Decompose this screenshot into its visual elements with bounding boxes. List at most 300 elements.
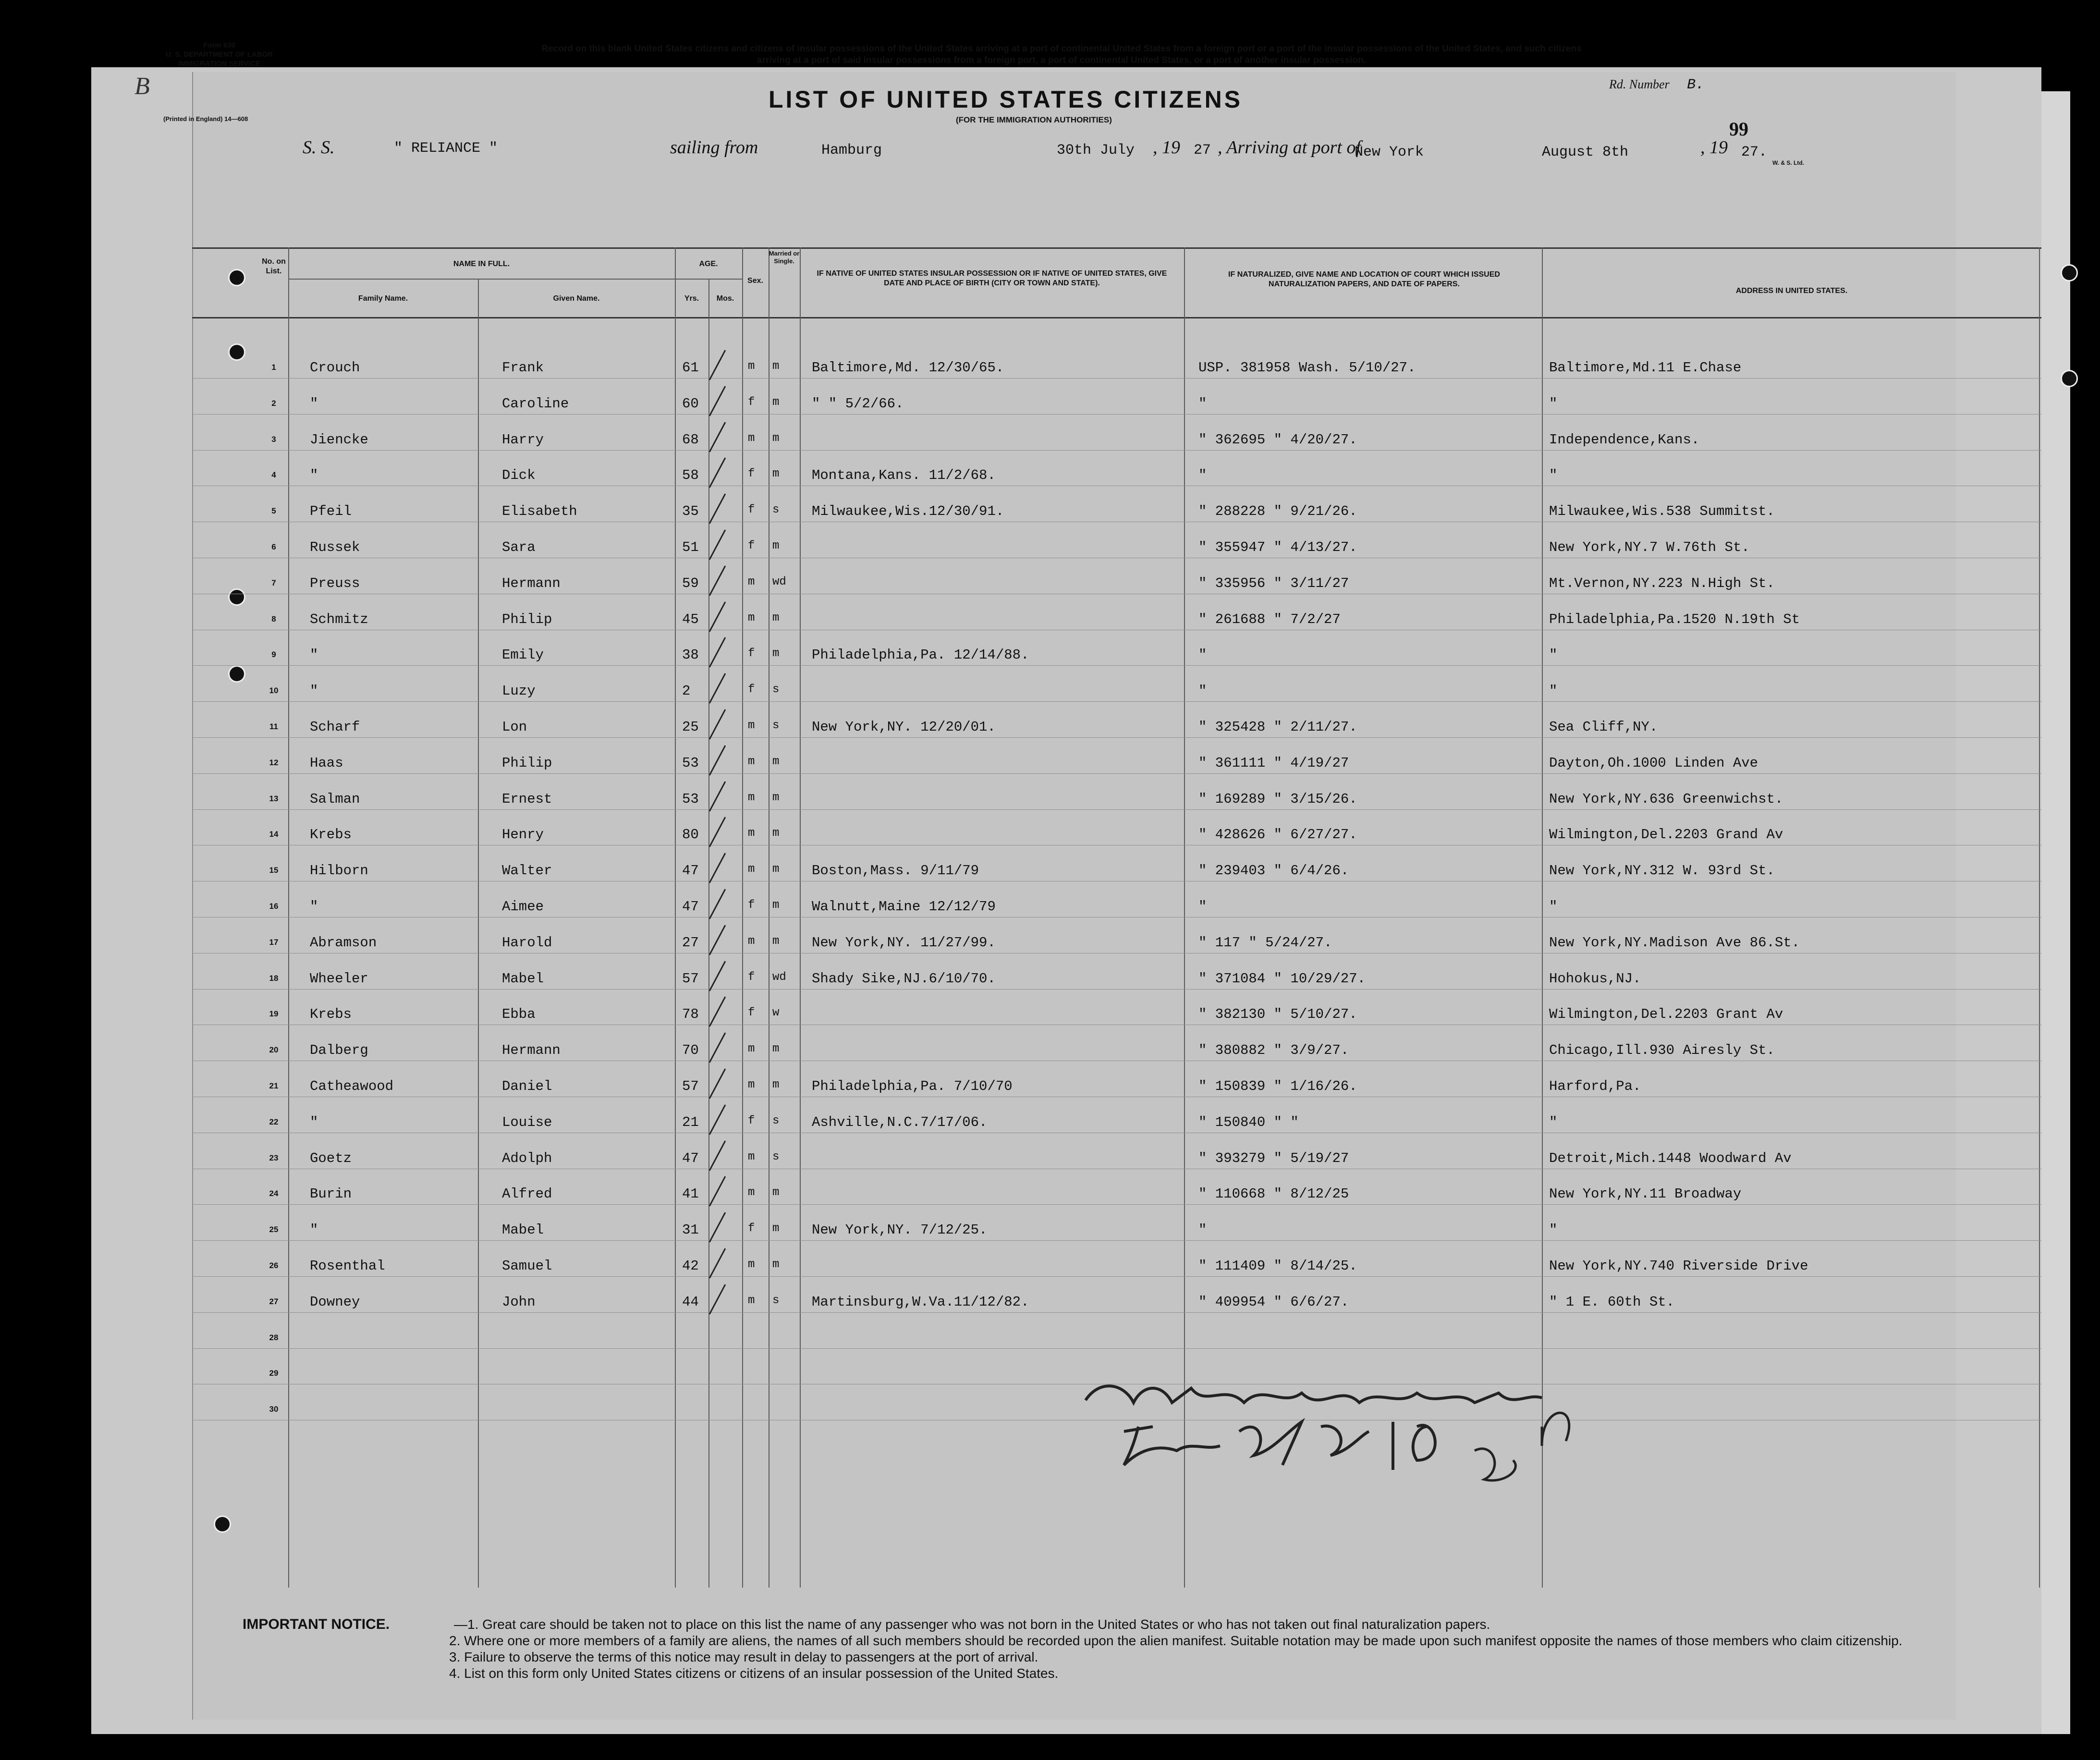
cell-given: Frank [502, 360, 544, 376]
cell-married: m [772, 396, 780, 409]
cell-address: Hohokus,NJ. [1549, 971, 1641, 987]
cell-given: Ernest [502, 791, 552, 807]
cell-given: Luzy [502, 683, 536, 699]
header-yrs: Yrs. [684, 294, 699, 303]
row-rule [192, 665, 2041, 666]
cell-address: " [1549, 683, 1558, 699]
cell-nat: " 361111 " 4/19/27 [1198, 755, 1349, 771]
header-birth: IF NATIVE OF UNITED STATES INSULAR POSSESSION OR IF NATIVE OF UNITED STATES, GIVE DATE AND PLACE OF BIRTH (CITY OR TOWN AND STATE). [817, 269, 1167, 287]
cell-married: m [772, 827, 780, 840]
cell-family: Burin [310, 1186, 352, 1202]
year-to: 27. [1741, 144, 1768, 160]
cell-birth: New York,NY. 11/27/99. [812, 935, 996, 951]
form-area [192, 72, 1956, 1720]
page-title: LIST OF UNITED STATES CITIZENS [769, 86, 1243, 113]
cell-sex: f [748, 683, 755, 696]
cell-age: 57 [682, 971, 699, 987]
cell-given: Harold [502, 935, 552, 951]
cell-given: Harry [502, 432, 544, 448]
cell-nat: " 239403 " 6/4/26. [1198, 863, 1349, 879]
cell-nat: " 335956 " 3/11/27 [1198, 575, 1349, 591]
cell-address: Philadelphia,Pa.1520 N.19th St [1549, 611, 1800, 627]
cell-address: Wilmington,Del.2203 Grand Av [1549, 827, 1783, 843]
header-married: Married or Single. [769, 250, 800, 265]
page-edge [2041, 91, 2070, 1734]
cell-family: Haas [310, 755, 343, 771]
cell-sex: m [748, 719, 755, 732]
row-rule [192, 450, 2041, 451]
year-prefix-2: , 19 [1700, 137, 1728, 158]
row-number: 9 [271, 650, 276, 659]
cell-given: Ebba [502, 1006, 536, 1022]
row-number: 30 [269, 1405, 279, 1414]
record-note: Record on this blank United States citizens and citizens of insular possessions of the United States arriving at a port of continental United States from a foreign port or a port of the insular possessions of the United States, and such citizens arriving at a port of said insular possessions from a foreign port, a port of continental United States, or a port of another insular possession. [541, 44, 1582, 65]
column-rule [742, 247, 743, 1588]
row-number: 25 [269, 1225, 279, 1234]
notice-item-4: 4. List on this form only United States citizens or citizens of an insular possession of the United States. [449, 1666, 1059, 1681]
port-from: Hamburg [821, 142, 882, 159]
cell-age: 80 [682, 827, 699, 843]
cell-given: Mabel [502, 1222, 544, 1238]
cell-sex: m [748, 1042, 755, 1055]
cell-age: 47 [682, 863, 699, 879]
cell-sex: m [748, 935, 755, 948]
cell-nat: " 288228 " 9/21/26. [1198, 503, 1357, 519]
cell-address: Independence,Kans. [1549, 432, 1700, 448]
row-number: 8 [271, 614, 276, 623]
row-number: 20 [269, 1045, 279, 1054]
cell-given: Adolph [502, 1150, 552, 1166]
row-rule [192, 414, 2041, 415]
cell-nat: " 380882 " 3/9/27. [1198, 1042, 1349, 1058]
row-number: 14 [269, 830, 279, 839]
punch-hole [228, 588, 245, 606]
ss-label: S. S. [303, 137, 335, 158]
cell-address: Sea Cliff,NY. [1549, 719, 1658, 735]
cell-family: Pfeil [310, 503, 352, 519]
cell-married: m [772, 935, 780, 948]
header-given-name: Given Name. [553, 294, 600, 303]
cell-given: Caroline [502, 396, 569, 412]
cell-given: Daniel [502, 1078, 552, 1094]
cell-nat: " 150840 " " [1198, 1114, 1299, 1130]
cell-birth: Montana,Kans. 11/2/68. [812, 467, 996, 483]
cell-family: Hilborn [310, 863, 368, 879]
printer-mark: W. & S. Ltd. [1772, 159, 1804, 166]
column-rule [800, 247, 801, 1588]
cell-age: 38 [682, 647, 699, 663]
row-number: 26 [269, 1261, 279, 1270]
ship-name: " RELIANCE " [394, 140, 498, 157]
cell-married: m [772, 791, 780, 804]
cell-age: 42 [682, 1258, 699, 1274]
cell-family: " [310, 1114, 318, 1130]
row-number: 16 [269, 902, 279, 911]
header-name-in-full: NAME IN FULL. [453, 260, 510, 268]
date-from: 30th July [1057, 142, 1135, 159]
printed-note: (Printed in England) 14—608 [163, 115, 248, 122]
notice-item-1: —1. Great care should be taken not to place on this list the name of any passenger who was not born in the United States or who has not taken out final naturalization papers. [454, 1617, 1490, 1632]
cell-birth: New York,NY. 12/20/01. [812, 719, 996, 735]
cell-family: Catheawood [310, 1078, 394, 1094]
cell-sex: f [748, 1114, 755, 1127]
row-number: 3 [271, 435, 276, 444]
cell-address: New York,NY.312 W. 93rd St. [1549, 863, 1775, 879]
cell-given: Aimee [502, 899, 544, 915]
cell-age: 53 [682, 791, 699, 807]
cell-sex: f [748, 971, 755, 984]
row-rule [192, 701, 2041, 702]
cell-nat: " [1198, 467, 1207, 483]
cell-nat: " 409954 " 6/6/27. [1198, 1294, 1349, 1310]
header-bottom-rule [192, 317, 2041, 318]
cell-address: Baltimore,Md.11 E.Chase [1549, 360, 1742, 376]
cell-age: 58 [682, 467, 699, 483]
cell-address: " [1549, 1114, 1558, 1130]
cell-married: m [772, 611, 780, 624]
cell-age: 41 [682, 1186, 699, 1202]
cell-family: Rosenthal [310, 1258, 385, 1274]
cell-nat: " 428626 " 6/27/27. [1198, 827, 1357, 843]
form-number: Form 630 [203, 41, 235, 49]
cell-birth: Walnutt,Maine 12/12/79 [812, 899, 996, 915]
cell-sex: f [748, 1006, 755, 1019]
cell-sex: m [748, 1294, 755, 1307]
cell-sex: f [748, 1222, 755, 1235]
cell-address: " [1549, 467, 1558, 483]
cell-address: New York,NY.740 Riverside Drive [1549, 1258, 1808, 1274]
cell-birth: Ashville,N.C.7/17/06. [812, 1114, 988, 1130]
cell-married: m [772, 899, 780, 912]
cell-sex: m [748, 575, 755, 588]
cell-sex: f [748, 899, 755, 912]
cell-age: 47 [682, 899, 699, 915]
form-identifier [166, 41, 273, 68]
cell-family: Russek [310, 539, 360, 555]
cell-birth: Boston,Mass. 9/11/79 [812, 863, 979, 879]
cell-sex: f [748, 503, 755, 516]
cell-given: Dick [502, 467, 536, 483]
cell-sex: f [748, 647, 755, 660]
cell-given: John [502, 1294, 536, 1310]
cell-age: 61 [682, 360, 699, 376]
cell-married: s [772, 1294, 780, 1307]
cell-married: m [772, 1186, 780, 1199]
punch-hole [214, 1516, 231, 1533]
cell-sex: m [748, 827, 755, 840]
row-rule [192, 1240, 2041, 1241]
header-mos: Mos. [716, 294, 734, 303]
cell-address: " [1549, 647, 1558, 663]
year-from: 27 [1194, 142, 1211, 159]
cell-married: wd [772, 971, 786, 984]
cell-nat: " 117 " 5/24/27. [1198, 935, 1332, 951]
cell-married: s [772, 1150, 780, 1163]
cell-sex: f [748, 396, 755, 409]
column-rule [708, 279, 709, 1588]
row-number: 28 [269, 1333, 279, 1342]
row-number: 1 [271, 363, 276, 372]
cell-nat: USP. 381958 Wash. 5/10/27. [1198, 360, 1416, 376]
cell-address: Milwaukee,Wis.538 Summitst. [1549, 503, 1775, 519]
row-number: 10 [269, 686, 279, 695]
cell-nat: " 110668 " 8/12/25 [1198, 1186, 1349, 1202]
cell-address: " [1549, 396, 1558, 412]
cell-sex: m [748, 863, 755, 876]
row-rule [192, 773, 2041, 774]
cell-nat: " 393279 " 5/19/27 [1198, 1150, 1349, 1166]
header-family-name: Family Name. [358, 294, 408, 303]
cell-married: m [772, 1078, 780, 1091]
cell-birth: Milwaukee,Wis.12/30/91. [812, 503, 1004, 519]
cell-age: 27 [682, 935, 699, 951]
year-prefix: , 19 [1153, 137, 1180, 158]
cell-family: " [310, 396, 318, 412]
cell-birth: " " 5/2/66. [812, 396, 904, 412]
row-rule [192, 1348, 2041, 1349]
cell-married: m [772, 1042, 780, 1055]
cell-nat: " 169289 " 3/15/26. [1198, 791, 1357, 807]
punch-hole [228, 665, 245, 683]
row-number: 17 [269, 938, 279, 947]
row-number: 29 [269, 1369, 279, 1378]
cell-age: 57 [682, 1078, 699, 1094]
row-rule [192, 1276, 2041, 1277]
page-subtitle: (FOR THE IMMIGRATION AUTHORITIES) [956, 115, 1112, 124]
cell-married: m [772, 432, 780, 445]
cell-age: 21 [682, 1114, 699, 1130]
hand-mark: B [134, 73, 150, 100]
cell-age: 68 [682, 432, 699, 448]
column-rule [2039, 247, 2040, 1588]
cell-given: Louise [502, 1114, 552, 1130]
cell-family: Abramson [310, 935, 377, 951]
table-top-rule [192, 247, 2041, 249]
cell-nat: " 261688 " 7/2/27 [1198, 611, 1341, 627]
cell-family: Downey [310, 1294, 360, 1310]
row-number: 21 [269, 1081, 279, 1090]
cell-age: 35 [682, 503, 699, 519]
cell-family: Wheeler [310, 971, 368, 987]
cell-sex: m [748, 432, 755, 445]
sailing-label: sailing from [670, 137, 758, 158]
notice-item-3: 3. Failure to observe the terms of this notice may result in delay to passengers at the port of arrival. [449, 1650, 1038, 1664]
page-number: 99 [1729, 118, 1748, 140]
cell-given: Henry [502, 827, 544, 843]
cell-married: s [772, 719, 780, 732]
row-number: 11 [269, 722, 278, 731]
cell-address: New York,NY.7 W.76th St. [1549, 539, 1750, 555]
cell-address: New York,NY.636 Greenwichst. [1549, 791, 1783, 807]
cell-birth: Martinsburg,W.Va.11/12/82. [812, 1294, 1029, 1310]
row-number: 24 [269, 1189, 279, 1198]
cell-given: Alfred [502, 1186, 552, 1202]
cell-age: 59 [682, 575, 699, 591]
cell-family: " [310, 467, 318, 483]
cell-sex: f [748, 467, 755, 480]
cell-address: Mt.Vernon,NY.223 N.High St. [1549, 575, 1775, 591]
cell-nat: " [1198, 683, 1207, 699]
column-rule [675, 247, 676, 1588]
cell-nat: " 111409 " 8/14/25. [1198, 1258, 1357, 1274]
cell-sex: m [748, 755, 755, 768]
cell-age: 25 [682, 719, 699, 735]
cell-sex: m [748, 791, 755, 804]
row-number: 2 [271, 399, 276, 408]
service: IMMIGRATION SERVICE [178, 60, 261, 68]
rd-label: Rd. Number [1609, 77, 1670, 91]
row-number: 12 [269, 758, 279, 767]
cell-given: Hermann [502, 575, 561, 591]
port-to: New York [1355, 144, 1424, 160]
row-rule [192, 1204, 2041, 1205]
header-naturalized: IF NATURALIZED, GIVE NAME AND LOCATION OF COURT WHICH ISSUED NATURALIZATION PAPERS, AND DATE OF PAPERS. [1228, 270, 1500, 288]
cell-family: " [310, 647, 318, 663]
cell-family: Goetz [310, 1150, 352, 1166]
punch-hole [2061, 370, 2078, 387]
cell-married: s [772, 683, 780, 696]
punch-hole [228, 269, 245, 286]
cell-given: Lon [502, 719, 527, 735]
row-rule [192, 989, 2041, 990]
cell-married: m [772, 647, 780, 660]
cell-birth: New York,NY. 7/12/25. [812, 1222, 988, 1238]
cell-family: " [310, 1222, 318, 1238]
rd-value: B. [1687, 77, 1705, 93]
cell-family: " [310, 683, 318, 699]
cell-family: Crouch [310, 360, 360, 376]
cell-nat: " 371084 " 10/29/27. [1198, 971, 1366, 987]
cell-given: Hermann [502, 1042, 561, 1058]
cell-married: s [772, 1114, 780, 1127]
row-number: 27 [269, 1297, 279, 1306]
cell-sex: m [748, 360, 755, 373]
row-rule [192, 1312, 2041, 1313]
row-number: 6 [271, 542, 276, 551]
cell-nat: " [1198, 1222, 1207, 1238]
cell-sex: m [748, 1186, 755, 1199]
cell-nat: " 362695 " 4/20/27. [1198, 432, 1357, 448]
cell-address: Dayton,Oh.1000 Linden Ave [1549, 755, 1758, 771]
cell-address: " [1549, 899, 1558, 915]
cell-age: 47 [682, 1150, 699, 1166]
row-number: 23 [269, 1153, 279, 1162]
header-address: ADDRESS IN UNITED STATES. [1735, 287, 1848, 295]
column-rule [478, 279, 479, 1588]
cell-given: Mabel [502, 971, 544, 987]
cell-married: m [772, 863, 780, 876]
cell-married: wd [772, 575, 786, 588]
column-rule [288, 247, 289, 1588]
cell-family: Krebs [310, 1006, 352, 1022]
cell-address: New York,NY.Madison Ave 86.St. [1549, 935, 1800, 951]
cell-address: " 1 E. 60th St. [1549, 1294, 1675, 1310]
cell-nat: " 355947 " 4/13/27. [1198, 539, 1357, 555]
cell-age: 31 [682, 1222, 699, 1238]
cell-given: Emily [502, 647, 544, 663]
cell-married: m [772, 1222, 780, 1235]
cell-married: m [772, 467, 780, 480]
cell-sex: m [748, 1258, 755, 1271]
cell-birth: Philadelphia,Pa. 7/10/70 [812, 1078, 1013, 1094]
row-number: 4 [271, 470, 276, 479]
cell-address: Wilmington,Del.2203 Grant Av [1549, 1006, 1783, 1022]
cell-nat: " [1198, 647, 1207, 663]
cell-sex: f [748, 539, 755, 552]
punch-hole [228, 343, 245, 361]
cell-nat: " 325428 " 2/11/27. [1198, 719, 1357, 735]
department: U. S. DEPARTMENT OF LABOR [166, 50, 273, 59]
rd-number [1609, 77, 1704, 93]
cell-nat: " 150839 " 1/16/26. [1198, 1078, 1357, 1094]
cell-age: 78 [682, 1006, 699, 1022]
row-number: 7 [271, 578, 276, 587]
notice-item-2: 2. Where one or more members of a family are aliens, the names of all such members should be recorded upon the alien manifest. Suitable notation may be made upon such manifest opposite the names of those members who claim citizenship. [449, 1633, 1903, 1648]
cell-nat: " [1198, 899, 1207, 915]
cell-given: Walter [502, 863, 552, 879]
cell-married: m [772, 360, 780, 373]
cell-address: " [1549, 1222, 1558, 1238]
header-no: No. on List. [262, 257, 286, 275]
cell-married: w [772, 1006, 780, 1019]
row-rule [192, 809, 2041, 810]
cell-address: Harford,Pa. [1549, 1078, 1641, 1094]
inspector-signature [1081, 1374, 1585, 1499]
cell-age: 2 [682, 683, 691, 699]
cell-given: Samuel [502, 1258, 552, 1274]
cell-address: Detroit,Mich.1448 Woodward Av [1549, 1150, 1792, 1166]
punch-hole [2061, 264, 2078, 281]
header-age: AGE. [699, 260, 718, 268]
cell-age: 44 [682, 1294, 699, 1310]
row-number: 15 [269, 866, 279, 875]
row-number: 5 [271, 506, 276, 515]
cell-nat: " [1198, 396, 1207, 412]
cell-age: 45 [682, 611, 699, 627]
cell-married: s [772, 503, 780, 516]
row-number: 13 [269, 794, 279, 803]
row-rule [192, 737, 2041, 738]
cell-married: m [772, 1258, 780, 1271]
cell-given: Philip [502, 611, 552, 627]
cell-married: m [772, 755, 780, 768]
cell-age: 60 [682, 396, 699, 412]
cell-address: New York,NY.11 Broadway [1549, 1186, 1742, 1202]
name-header-rule [288, 279, 742, 280]
cell-given: Elisabeth [502, 503, 577, 519]
cell-family: " [310, 899, 318, 915]
cell-sex: m [748, 1078, 755, 1091]
cell-age: 70 [682, 1042, 699, 1058]
cell-sex: m [748, 611, 755, 624]
date-to: August 8th [1542, 144, 1629, 160]
arriving-label: , Arriving at port of [1218, 137, 1361, 158]
important-notice [243, 1616, 2039, 1682]
cell-family: Dalberg [310, 1042, 368, 1058]
cell-birth: Philadelphia,Pa. 12/14/88. [812, 647, 1029, 663]
cell-married: m [772, 539, 780, 552]
cell-family: Salman [310, 791, 360, 807]
cell-given: Sara [502, 539, 536, 555]
cell-birth: Baltimore,Md. 12/30/65. [812, 360, 1004, 376]
header-sex: Sex. [747, 277, 763, 285]
row-number: 19 [269, 1009, 279, 1018]
cell-birth: Shady Sike,NJ.6/10/70. [812, 971, 996, 987]
cell-sex: m [748, 1150, 755, 1163]
cell-family: Jiencke [310, 432, 368, 448]
cell-address: Chicago,Ill.930 Airesly St. [1549, 1042, 1775, 1058]
cell-given: Philip [502, 755, 552, 771]
